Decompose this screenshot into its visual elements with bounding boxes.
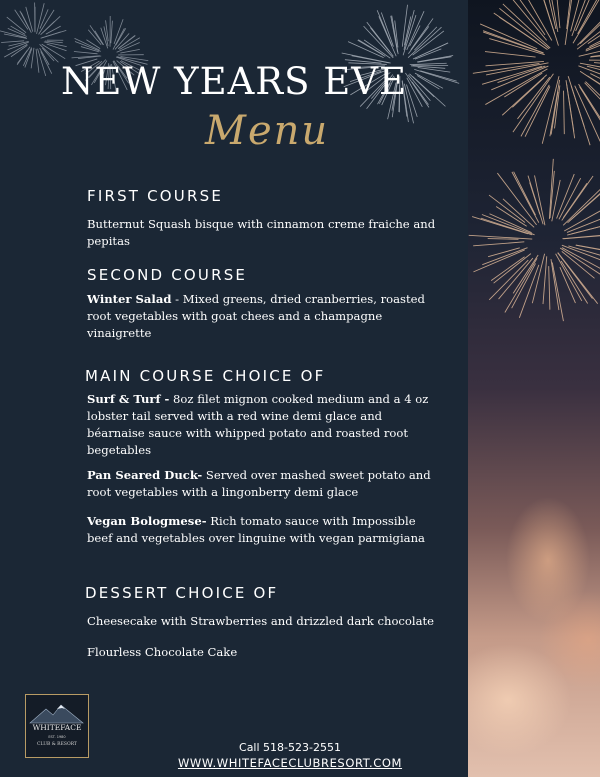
firework-burst-image <box>468 0 600 777</box>
main-course-item-1-description: 8oz filet mignon cooked medium and a 4 oz lobster tail served with a red wine demi glace and béarnaise sauce with whipped potato and roasted root begetables <box>87 392 429 457</box>
second-course-heading: SECOND COURSE <box>87 266 248 284</box>
main-course-item-1 <box>87 391 443 459</box>
first-course-item <box>87 216 443 250</box>
dessert-item-2-description: Flourless Chocolate Cake <box>87 645 238 659</box>
page-subtitle: Menu <box>205 108 330 154</box>
main-course-item-3-name: Vegan Bologmese- <box>87 514 207 528</box>
second-course-item-description: - Mixed greens, dried cranberries, roasted root vegetables with goat chees and a champagne vinaigrette <box>87 292 425 340</box>
logo-subtitle: CLUB & RESORT <box>37 742 77 747</box>
dessert-item-2 <box>87 644 443 661</box>
logo-est: EST. 1980 <box>48 735 66 739</box>
main-course-item-2-name: Pan Seared Duck- <box>87 468 203 482</box>
main-course-item-2 <box>87 467 443 501</box>
main-course-heading: MAIN COURSE CHOICE OF <box>85 367 326 385</box>
dessert-item-1 <box>87 613 443 630</box>
logo-name: WHITEFACE <box>32 723 82 732</box>
main-course-item-3-description: Rich tomato sauce with Impossible beef and vegetables over linguine with vegan parmigiana <box>87 514 425 545</box>
first-course-item-description: Butternut Squash bisque with cinnamon creme fraiche and pepitas <box>87 217 436 248</box>
whiteface-logo <box>25 694 89 758</box>
second-course-item <box>87 291 443 342</box>
website-link[interactable]: WWW.WHITEFACECLUBRESORT.COM <box>177 756 403 770</box>
second-course-item-name: Winter Salad <box>87 292 172 306</box>
contact-phone: Call 518-523-2551 <box>239 741 341 754</box>
first-course-heading: FIRST COURSE <box>87 187 224 205</box>
main-course-item-2-description: Served over mashed sweet potato and root vegetables with a lingonberry demi glace <box>87 468 431 499</box>
fireworks-photo-panel <box>468 0 600 777</box>
page-title: NEW YEARS EVE <box>60 60 408 103</box>
main-course-item-1-name: Surf & Turf - <box>87 392 170 406</box>
main-course-item-3 <box>87 513 443 547</box>
dessert-heading: DESSERT CHOICE OF <box>85 584 279 602</box>
dessert-item-1-description: Cheesecake with Strawberries and drizzled dark chocolate <box>87 614 435 628</box>
